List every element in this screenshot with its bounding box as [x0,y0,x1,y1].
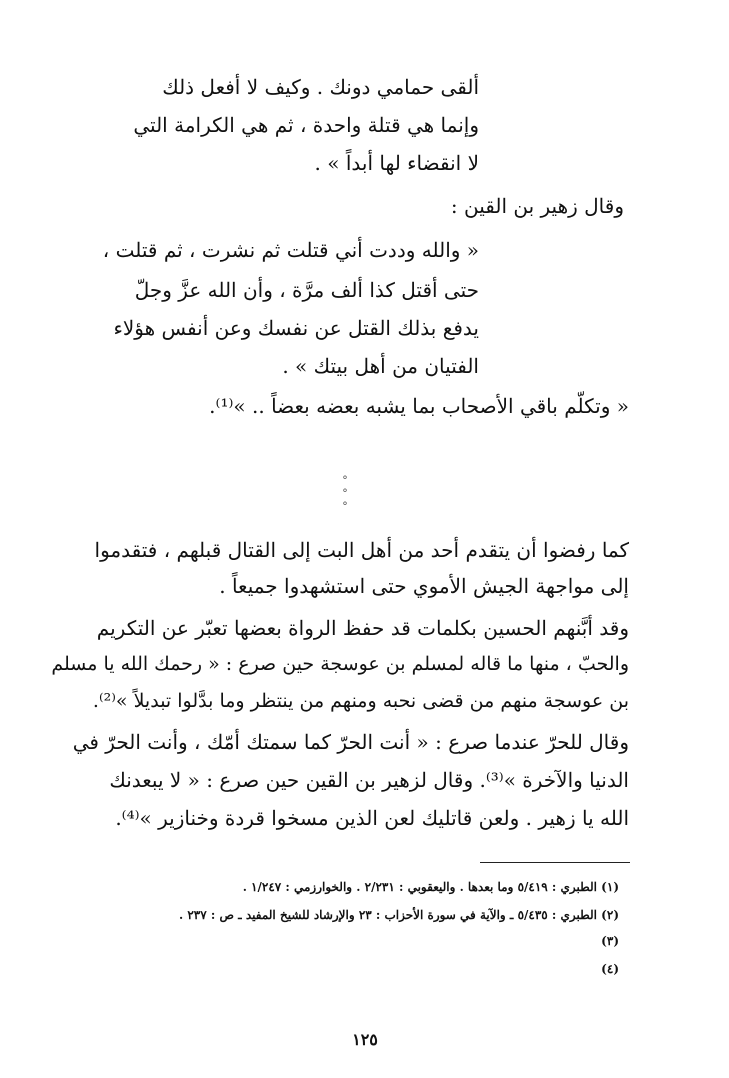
quote-line: لا انقضاء لها أبداً » . [314,151,479,175]
quote-line: حتى أقتل كذا ألف مرَّة ، وأن الله عزَّ وجلّ [134,278,479,302]
zuhayr-intro: وقال زهير بن القين : [450,194,624,218]
body-line: وقد أبَّنهم الحسين بكلمات قد حفظ الرواة بعضها تعبّر عن التكريم [96,616,629,640]
body-line: والحبّ ، منها ما قاله لمسلم بن عوسجة حين صرع : « رحمك الله يا مسلم [51,653,629,675]
quote-line: الفتيان من أهل بيتك » . [282,354,479,378]
body-line: الله يا زهير . ولعن قاتليك لعن الذين مسخوا قردة وخنازير »⁽⁴⁾. [115,806,629,830]
companions-line: « وتكلّم باقي الأصحاب بما يشبه بعضه بعضاً .. »⁽¹⁾. [209,394,629,418]
section-separator: ° ° ° [342,474,388,513]
body-line: بن عوسجة منهم من قضى نحبه ومنهم من ينتظر وما بدَّلوا تبديلاً »⁽²⁾. [92,690,629,712]
body-line: الدنيا والآخرة »⁽³⁾. وقال لزهير بن القين حين صرع : « لا يبعدنك [109,768,629,792]
quote-line: « والله وددت أني قتلت ثم نشرت ، ثم قتلت ، [102,238,479,262]
body-line: كما رفضوا أن يتقدم أحد من أهل البت إلى القتال قبلهم ، فتقدموا [94,538,629,562]
body-line: وقال للحرّ عندما صرع : « أنت الحرّ كما سمتك أمّك ، وأنت الحرّ في [72,730,629,754]
page-number: ١٢٥ [352,1030,378,1049]
footnote: (٣) [601,934,619,948]
quote-line: يدفع بذلك القتل عن نفسك وعن أنفس هؤلاء [113,316,479,340]
body-line: إلى مواجهة الجيش الأموي حتى استشهدوا جميعاً . [219,574,629,598]
footnote: (١) الطبري : ٥/٤١٩ وما بعدها . واليعقوبي : ٢/٢٣١ . والخوارزمي : ١/٢٤٧ . [242,880,619,894]
footnote-rule [480,862,630,863]
quote-line: ألقى حمامي دونك . وكيف لا أفعل ذلك [162,75,479,99]
footnote: (٢) الطبري : ٥/٤٣٥ ـ والآية في سورة الأحزاب : ٢٣ والإرشاد للشيخ المفيد ـ ص : ٢٣٧ . [178,908,619,922]
footnote: (٤) [601,962,619,976]
quote-line: وإنما هي قتلة واحدة ، ثم هي الكرامة التي [133,113,479,137]
